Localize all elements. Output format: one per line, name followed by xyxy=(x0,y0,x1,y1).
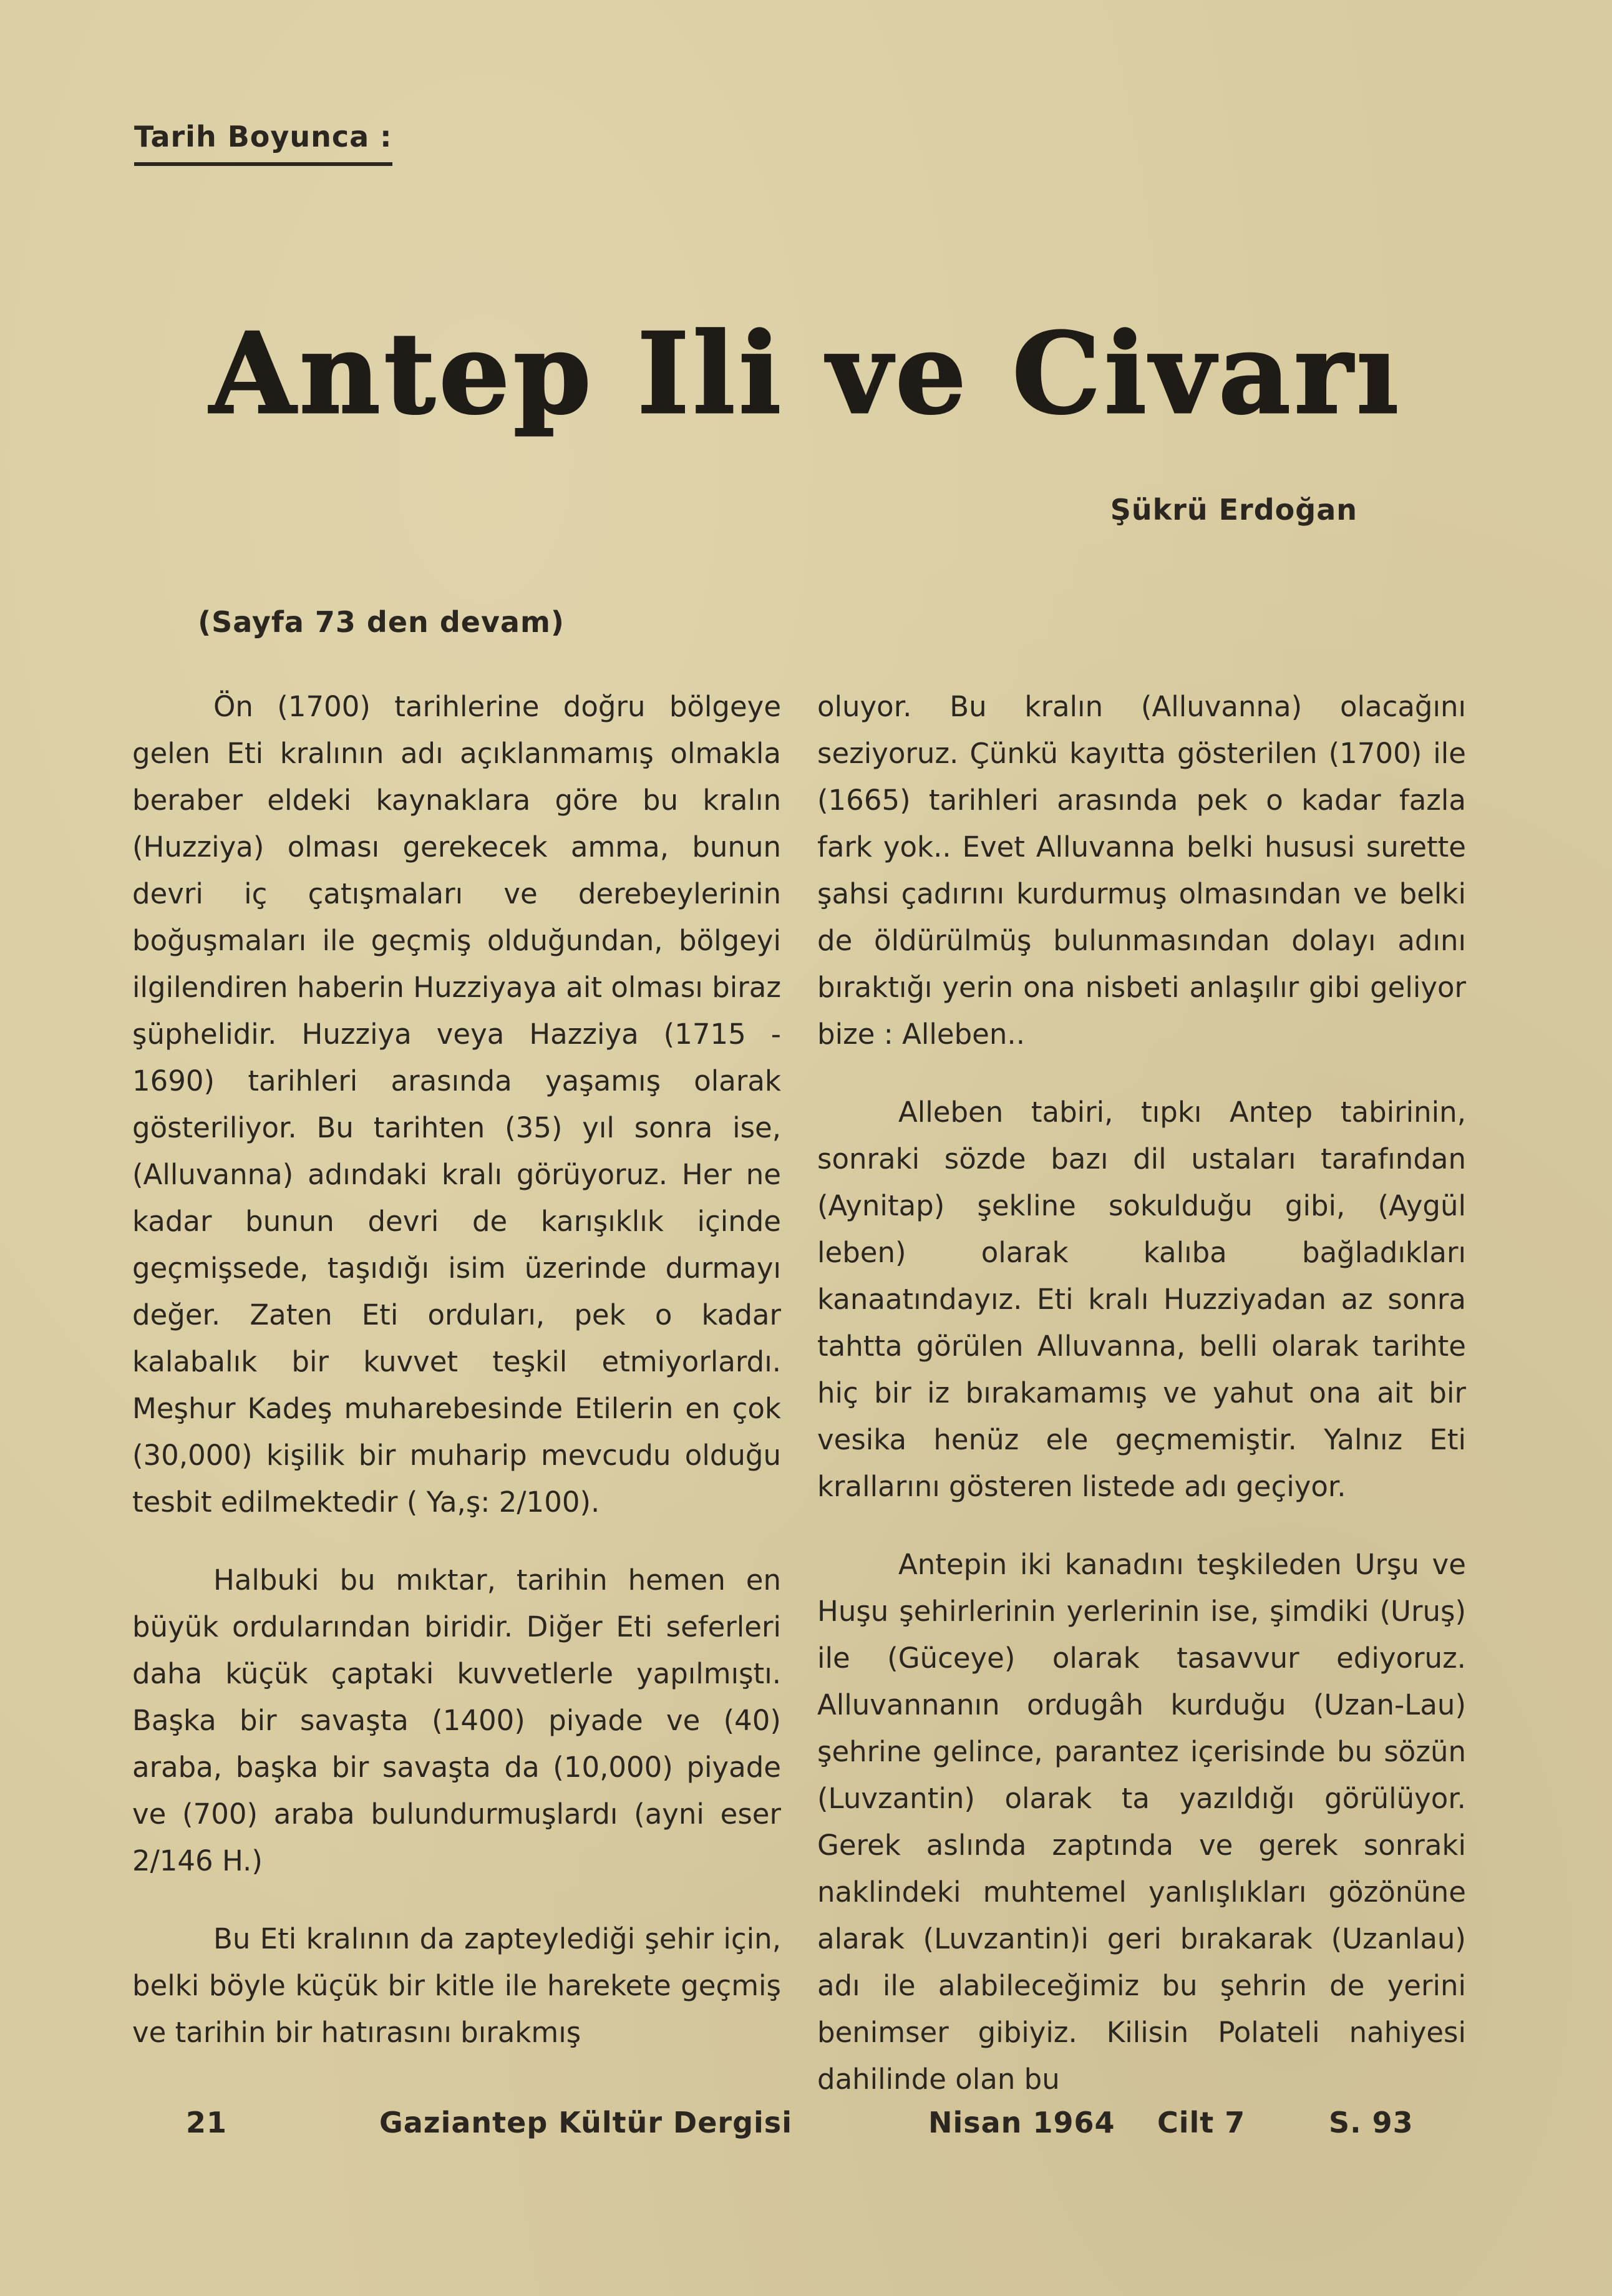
footer-issue: S. 93 xyxy=(1329,2106,1414,2139)
footer-page-number: 21 xyxy=(186,2106,228,2139)
right-column xyxy=(817,683,1466,2134)
paragraph: Bu Eti kralının da zapteylediği şehir için, belki böyle küçük bir kitle ile harekete geçmiş ve tarihin bir hatırasını bırakmış xyxy=(132,1922,781,2049)
article-title: Antep Ili ve Civarı xyxy=(210,308,1402,439)
paragraph: Halbuki bu mıktar, tarihin hemen en büyük ordularından biridir. Diğer Eti seferleri daha küçük çaptaki kuvvetlerle yapılmıştı. Başka bir savaşta (1400) piyade ve (40) araba, başka bir savaşta da (10,000) piyade ve (700) araba bulundurmuşlardı (ayni eser 2/146 H.) xyxy=(132,1564,781,1877)
left-column xyxy=(132,683,781,2087)
section-label: Tarih Boyunca : xyxy=(134,120,392,166)
paragraph: oluyor. Bu kralın (Alluvanna) olacağını seziyoruz. Çünkü kayıtta gösterilen (1700) ile (1665) tarihleri arasında pek o kadar fazla fark yok.. Evet Alluvanna belki hususi surette şahsi çadırını kurdurmuş olmasından ve belki de öldürülmüş bulunmasından dolayı adını bıraktığı yerin ona nisbeti anlaşılır gibi geliyor bize : Alleben.. xyxy=(817,690,1466,1051)
paragraph: Ön (1700) tarihlerine doğru bölgeye gelen Eti kralının adı açıklanmamış olmakla beraber eldeki kaynaklara göre bu kralın (Huzziya) olması gerekecek amma, bunun devri iç çatışmaları ve derebeylerinin boğuşmaları ile geçmiş olduğundan, bölgeyi ilgilendiren haberin Huzziyaya ait olması biraz şüphelidir. Huzziya veya Hazziya (1715 - 1690) tarihleri arasında yaşamış olarak gösteriliyor. Bu tarihten (35) yıl sonra ise, (Alluvanna) adındaki kralı görüyoruz. Her ne kadar bunun devri de karışıklık içinde geçmişsede, taşıdığı isim üzerinde durmayı değer. Zaten Eti orduları, pek o kadar kalabalık bir kuvvet teşkil etmiyorlardı. Meşhur Kadeş muharebesinde Etilerin en çok (30,000) kişilik bir muharip mevcudu olduğu tesbit edilmektedir ( Ya,ş: 2/100). xyxy=(132,690,781,1519)
footer-journal: Gaziantep Kültür Dergisi xyxy=(379,2106,792,2139)
paragraph: Antepin iki kanadını teşkileden Urşu ve Huşu şehirlerinin yerlerinin ise, şimdiki (Uruş) ile (Güceye) olarak tasavvur ediyoruz. Alluvannanın ordugâh kurduğu (Uzan-Lau) şehrine gelince, parantez içerisinde bu sözün (Luvzantin) olarak ta yazıldığı görülüyor. Gerek aslında zaptında ve gerek sonraki naklindeki muhtemel yanlışlıkları gözönüne alarak (Luvzantin)i geri bırakarak (Uzanlau) adı ile alabileceğimiz bu şehrin de yerini benimser gibiyiz. Kilisin Polateli nahiyesi dahilinde olan bu xyxy=(817,1548,1466,2096)
paragraph: Alleben tabiri, tıpkı Antep tabirinin, sonraki sözde bazı dil ustaları tarafından (Aynitap) şekline sokulduğu gibi, (Aygül leben) olarak kalıba bağladıkları kanaatındayız. Eti kralı Huzziyadan az sonra tahtta görülen Alluvanna, belli olarak tarihte hiç bir iz bırakamamış ve yahut ona ait bir vesika henüz ele geçmemiştir. Yalnız Eti krallarını gösteren listede adı geçiyor. xyxy=(817,1096,1466,1503)
footer-volume: Cilt 7 xyxy=(1157,2106,1246,2139)
footer-date: Nisan 1964 xyxy=(928,2106,1115,2139)
article-author: Şükrü Erdoğan xyxy=(1110,493,1357,527)
continued-note: (Sayfa 73 den devam) xyxy=(198,605,565,639)
